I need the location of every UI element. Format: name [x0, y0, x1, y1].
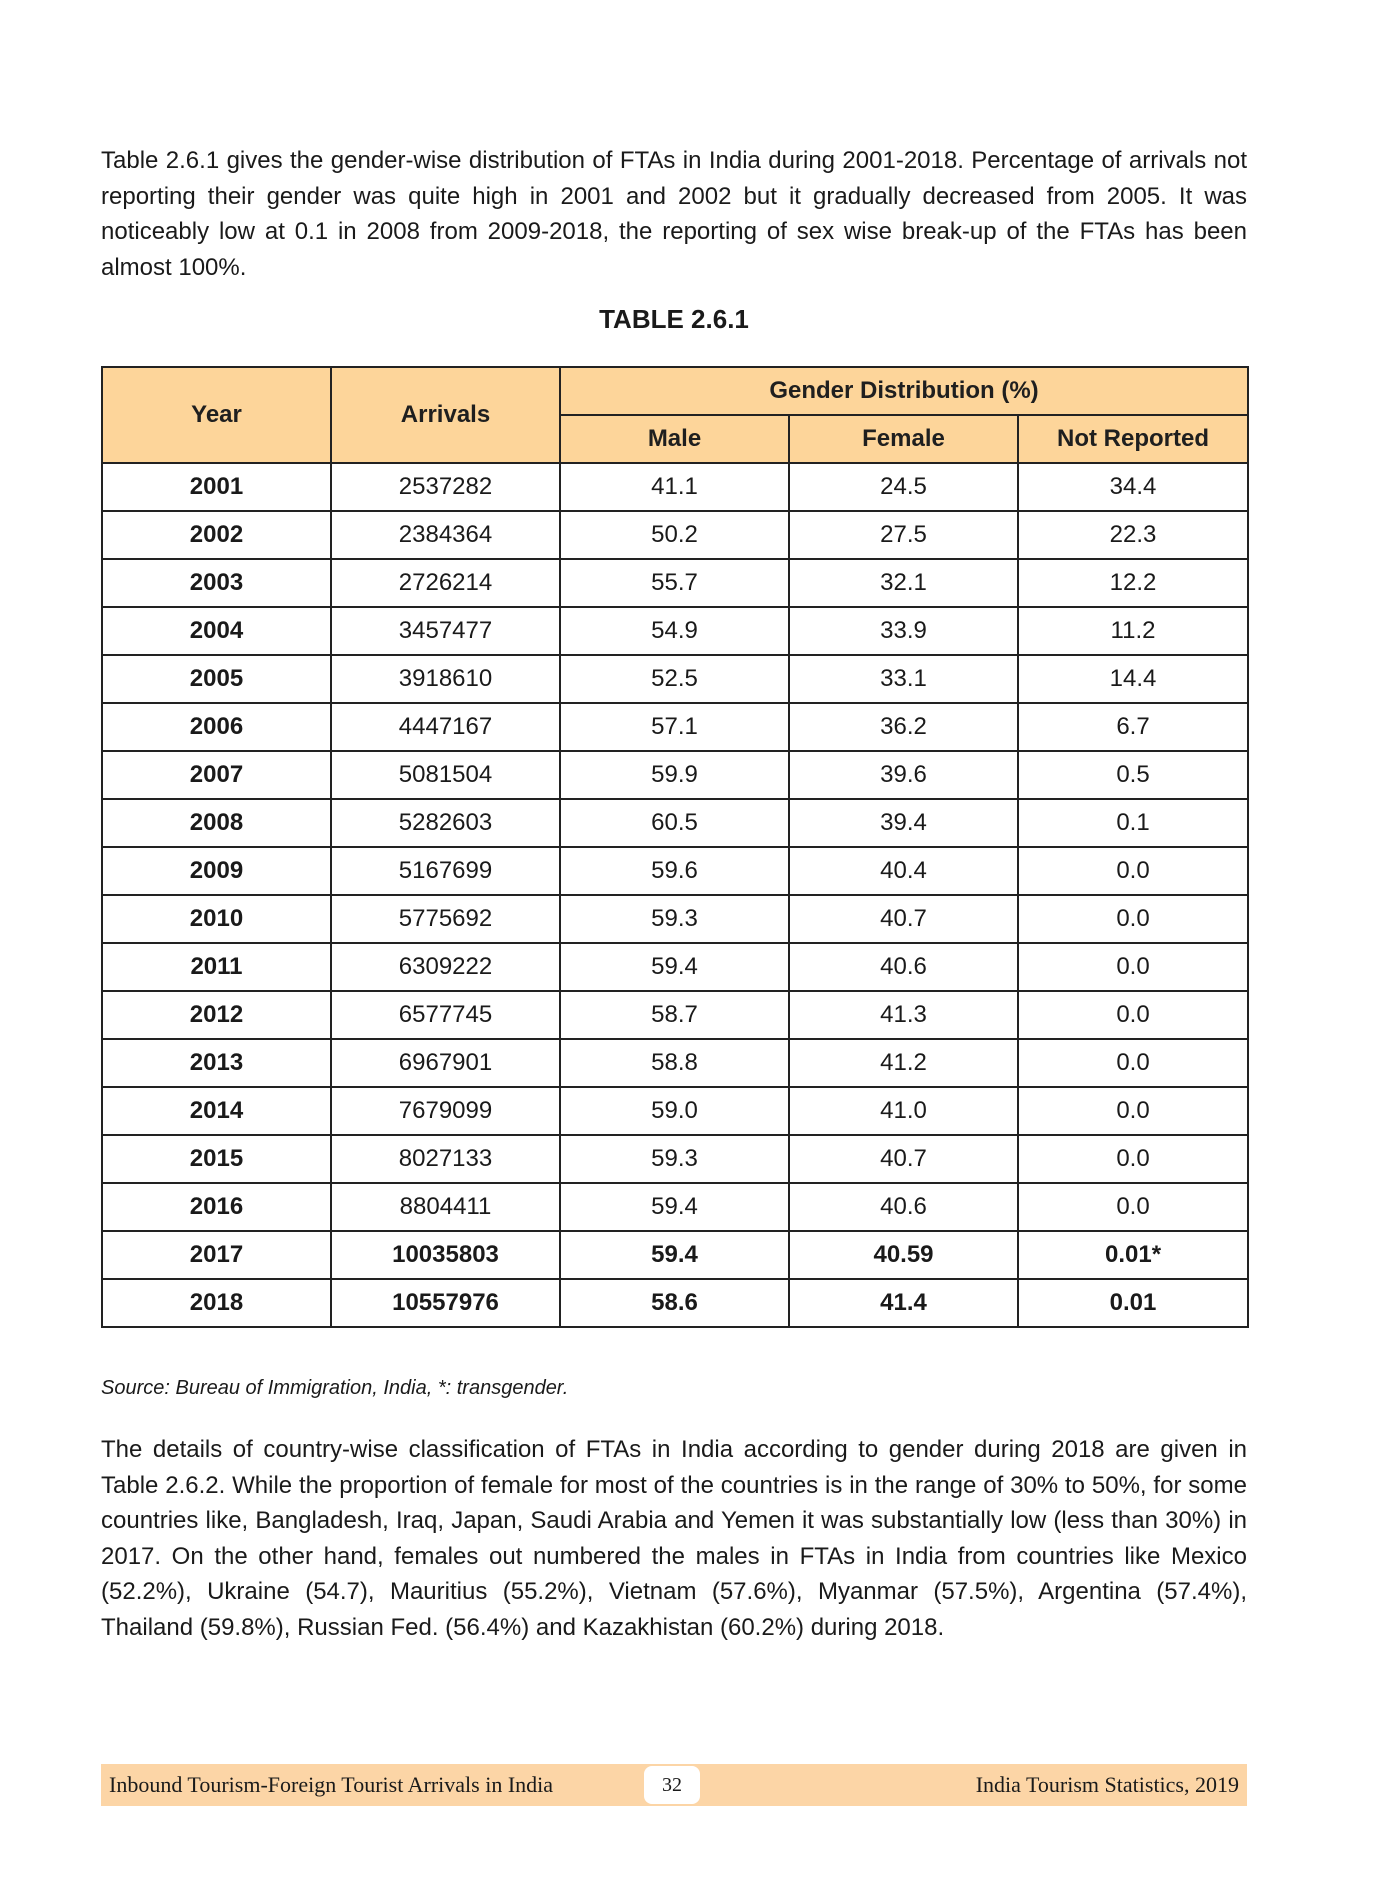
cell-not-reported: 14.4	[1018, 655, 1248, 703]
cell-arrivals: 4447167	[331, 703, 560, 751]
cell-female: 39.6	[789, 751, 1018, 799]
cell-female: 40.6	[789, 1183, 1018, 1231]
cell-male: 55.7	[560, 559, 789, 607]
cell-year: 2003	[102, 559, 331, 607]
cell-arrivals: 7679099	[331, 1087, 560, 1135]
cell-year: 2009	[102, 847, 331, 895]
cell-arrivals: 2384364	[331, 511, 560, 559]
cell-female: 40.7	[789, 895, 1018, 943]
cell-arrivals: 6967901	[331, 1039, 560, 1087]
cell-male: 59.4	[560, 1183, 789, 1231]
second-paragraph: The details of country-wise classification of FTAs in India according to gender during 2018 are given in Table 2.6.2. While the proportion of female for most of the countries is in the range of 30% to 50%, for some countries like, Bangladesh, Iraq, Japan, Saudi Arabia and Yemen it was substantially low (less than 30%) in 2017. On the other hand, females out numbered the males in FTAs in India from countries like Mexico (52.2%), Ukraine (54.7), Mauritius (55.2%), Vietnam (57.6%), Myanmar (57.5%), Argentina (57.4%), Thailand (59.8%), Russian Fed. (56.4%) and Kazakhistan (60.2%) during 2018.	[101, 1436, 1247, 1641]
cell-not-reported: 0.01*	[1018, 1231, 1248, 1279]
cell-arrivals: 10035803	[331, 1231, 560, 1279]
cell-arrivals: 3457477	[331, 607, 560, 655]
table-row	[102, 703, 1248, 751]
cell-year: 2013	[102, 1039, 331, 1087]
cell-year: 2001	[102, 463, 331, 511]
cell-arrivals: 2726214	[331, 559, 560, 607]
cell-year: 2016	[102, 1183, 331, 1231]
cell-not-reported: 0.0	[1018, 991, 1248, 1039]
cell-year: 2007	[102, 751, 331, 799]
cell-year: 2008	[102, 799, 331, 847]
table-row	[102, 751, 1248, 799]
cell-arrivals: 5167699	[331, 847, 560, 895]
cell-male: 60.5	[560, 799, 789, 847]
cell-year: 2002	[102, 511, 331, 559]
table-row	[102, 991, 1248, 1039]
cell-male: 58.6	[560, 1279, 789, 1327]
table-row	[102, 463, 1248, 511]
cell-not-reported: 0.0	[1018, 847, 1248, 895]
cell-not-reported: 0.0	[1018, 943, 1248, 991]
cell-male: 59.4	[560, 943, 789, 991]
cell-arrivals: 6577745	[331, 991, 560, 1039]
cell-male: 59.0	[560, 1087, 789, 1135]
cell-female: 41.2	[789, 1039, 1018, 1087]
table-row	[102, 1039, 1248, 1087]
cell-male: 59.3	[560, 895, 789, 943]
cell-arrivals: 2537282	[331, 463, 560, 511]
source-note: Source: Bureau of Immigration, India, *: transgender.	[101, 1377, 569, 1399]
cell-female: 41.0	[789, 1087, 1018, 1135]
cell-not-reported: 0.0	[1018, 1135, 1248, 1183]
table-row	[102, 1231, 1248, 1279]
cell-arrivals: 5282603	[331, 799, 560, 847]
cell-female: 40.59	[789, 1231, 1018, 1279]
cell-male: 59.9	[560, 751, 789, 799]
cell-not-reported: 22.3	[1018, 511, 1248, 559]
header-year: Year	[102, 367, 331, 463]
table-row	[102, 1183, 1248, 1231]
cell-female: 41.3	[789, 991, 1018, 1039]
cell-arrivals: 8027133	[331, 1135, 560, 1183]
footer-publication-title: India Tourism Statistics, 2019	[975, 1772, 1239, 1797]
cell-year: 2011	[102, 943, 331, 991]
cell-male: 59.6	[560, 847, 789, 895]
cell-not-reported: 0.0	[1018, 895, 1248, 943]
page-footer	[101, 1764, 1247, 1806]
table-title: TABLE 2.6.1	[599, 304, 749, 334]
page-number: 32	[644, 1766, 700, 1804]
cell-arrivals: 5081504	[331, 751, 560, 799]
cell-not-reported: 0.5	[1018, 751, 1248, 799]
cell-female: 39.4	[789, 799, 1018, 847]
cell-male: 58.8	[560, 1039, 789, 1087]
cell-not-reported: 0.0	[1018, 1087, 1248, 1135]
header-gender-distribution: Gender Distribution (%)	[560, 367, 1248, 415]
cell-arrivals: 3918610	[331, 655, 560, 703]
header-arrivals: Arrivals	[331, 367, 560, 463]
table-row	[102, 655, 1248, 703]
cell-arrivals: 6309222	[331, 943, 560, 991]
table-body	[102, 463, 1248, 1327]
cell-not-reported: 0.01	[1018, 1279, 1248, 1327]
intro-paragraph: Table 2.6.1 gives the gender-wise distribution of FTAs in India during 2001-2018. Percentage of arrivals not reporting their gender was quite high in 2001 and 2002 but it gradually decreased from 2005. It was noticeably low at 0.1 in 2008 from 2009-2018, the reporting of sex wise break-up of the FTAs has been almost 100%.	[101, 147, 1247, 281]
cell-male: 59.4	[560, 1231, 789, 1279]
cell-female: 40.7	[789, 1135, 1018, 1183]
cell-year: 2010	[102, 895, 331, 943]
cell-year: 2006	[102, 703, 331, 751]
gender-distribution-table	[101, 366, 1249, 1328]
cell-year: 2015	[102, 1135, 331, 1183]
table-row	[102, 895, 1248, 943]
cell-arrivals: 10557976	[331, 1279, 560, 1327]
header-female: Female	[789, 415, 1018, 463]
cell-female: 32.1	[789, 559, 1018, 607]
cell-not-reported: 11.2	[1018, 607, 1248, 655]
cell-female: 33.9	[789, 607, 1018, 655]
cell-year: 2017	[102, 1231, 331, 1279]
cell-male: 52.5	[560, 655, 789, 703]
cell-year: 2018	[102, 1279, 331, 1327]
cell-arrivals: 8804411	[331, 1183, 560, 1231]
cell-year: 2004	[102, 607, 331, 655]
cell-not-reported: 0.0	[1018, 1183, 1248, 1231]
cell-year: 2014	[102, 1087, 331, 1135]
cell-male: 59.3	[560, 1135, 789, 1183]
table-row	[102, 943, 1248, 991]
table-row	[102, 847, 1248, 895]
cell-female: 24.5	[789, 463, 1018, 511]
cell-not-reported: 6.7	[1018, 703, 1248, 751]
cell-female: 33.1	[789, 655, 1018, 703]
header-not-reported: Not Reported	[1018, 415, 1248, 463]
cell-female: 40.6	[789, 943, 1018, 991]
cell-not-reported: 0.1	[1018, 799, 1248, 847]
table-row	[102, 1087, 1248, 1135]
cell-male: 54.9	[560, 607, 789, 655]
cell-not-reported: 0.0	[1018, 1039, 1248, 1087]
cell-male: 50.2	[560, 511, 789, 559]
table-row	[102, 799, 1248, 847]
footer-chapter-title: Inbound Tourism-Foreign Tourist Arrivals in India	[109, 1772, 554, 1797]
cell-arrivals: 5775692	[331, 895, 560, 943]
cell-male: 41.1	[560, 463, 789, 511]
cell-female: 40.4	[789, 847, 1018, 895]
cell-not-reported: 12.2	[1018, 559, 1248, 607]
table-row	[102, 1279, 1248, 1327]
cell-not-reported: 34.4	[1018, 463, 1248, 511]
table-row	[102, 511, 1248, 559]
cell-male: 57.1	[560, 703, 789, 751]
cell-female: 41.4	[789, 1279, 1018, 1327]
table-row	[102, 559, 1248, 607]
cell-year: 2012	[102, 991, 331, 1039]
table-row	[102, 607, 1248, 655]
header-male: Male	[560, 415, 789, 463]
cell-female: 36.2	[789, 703, 1018, 751]
table-row	[102, 1135, 1248, 1183]
cell-female: 27.5	[789, 511, 1018, 559]
cell-year: 2005	[102, 655, 331, 703]
cell-male: 58.7	[560, 991, 789, 1039]
